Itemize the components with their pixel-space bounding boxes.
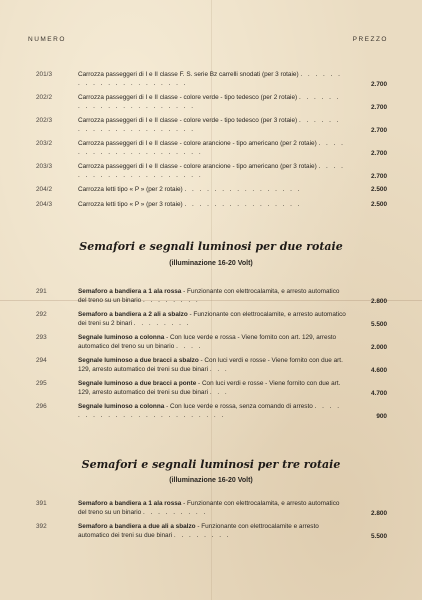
leader-dots: . . . .	[176, 343, 203, 350]
leader-dots: . . .	[209, 389, 229, 396]
item-text: Carrozza passeggeri di I e II classe - colore verde - tipo tedesco (per 3 rotaie)	[78, 117, 298, 124]
item-name: Semaforo a bandiera a 1 ala rossa	[78, 288, 182, 295]
leader-dots: . . . . . . . . . . . . . . . . . . . . . . . .	[78, 403, 341, 419]
item-number: 392	[36, 523, 47, 530]
leader-dots: . . . . . . . . .	[143, 509, 208, 516]
item-text: Carrozza letti tipo « P » (per 3 rotaie)	[78, 201, 183, 208]
item-text: Carrozza passeggeri di I e II classe - colore arancione - tipo americano (per 3 rotaie)	[78, 163, 317, 170]
item-name: Segnale luminoso a due bracci a sbalzo	[78, 357, 199, 364]
item-number: 204/3	[36, 201, 52, 208]
item-number: 292	[36, 311, 47, 318]
item-description	[78, 522, 348, 540]
item-text: Carrozza passeggeri di I e II classe - colore verde - tipo tedesco (per 2 rotaie)	[78, 94, 298, 101]
item-number: 391	[36, 500, 47, 507]
item-description	[78, 93, 348, 111]
leader-dots: . . . . . . . .	[133, 320, 191, 327]
item-price: 2.800	[371, 510, 387, 517]
item-price: 2.700	[371, 81, 387, 88]
item-description	[78, 116, 348, 134]
item-number: 203/2	[36, 140, 52, 147]
column-header-price: PREZZO	[352, 36, 388, 43]
item-text: - Funzionante con elettrocalamita, e arresto automatico del treno su un binario	[78, 288, 340, 304]
item-text: Carrozza letti tipo « P » (per 2 rotaie)	[78, 186, 183, 193]
section-subtitle-two-rails: (illuminazione 16-20 Volt)	[169, 260, 253, 267]
item-price: 900	[376, 413, 387, 420]
item-description	[78, 402, 348, 420]
item-text: Carrozza passeggeri di I e II classe - colore arancione - tipo americano (per 2 rotaie)	[78, 140, 317, 147]
section-subtitle-three-rails: (illuminazione 16-20 Volt)	[169, 477, 253, 484]
leader-dots: . . . . . . . . . . . . . . . . . . . . .	[78, 71, 342, 87]
item-text: - Con luce verde e rossa - Viene fornito con art. 129, arresto automatico del treno su un binario	[78, 334, 337, 350]
item-price: 2.800	[371, 298, 387, 305]
item-price: 2.700	[371, 104, 387, 111]
item-name: Segnale luminoso a colonna	[78, 334, 165, 341]
item-text: - Con luci verdi e rosse - Viene fornito con due art. 129, arresto automatico dei treni su due binari	[78, 357, 343, 373]
item-text: - Funzionante con elettrocalamite e arresto automatico dei treni su due binari	[78, 523, 319, 539]
item-price: 4.700	[371, 390, 387, 397]
item-number: 203/3	[36, 163, 52, 170]
leader-dots: . . . . . . . . . . . . . . . .	[184, 201, 302, 208]
item-number: 204/2	[36, 186, 52, 193]
leader-dots: . . . . . . . . . . . . . . . . . . . . . .	[78, 117, 341, 133]
item-description	[78, 379, 348, 397]
item-name: Segnale luminoso a due bracci a ponte	[78, 380, 197, 387]
leader-dots: . . .	[209, 366, 229, 373]
item-price: 2.700	[371, 150, 387, 157]
item-text: Carrozza passeggeri di I e II classe F. S. serie Bz carrelli snodati (per 3 rotaie)	[78, 71, 299, 78]
item-number: 296	[36, 403, 47, 410]
section-title-three-rails: Semafori e segnali luminosi per tre rotaie	[81, 458, 341, 471]
item-price: 5.500	[371, 321, 387, 328]
leader-dots: . . . . . . . . . . . . . . . . . . . . . .	[78, 94, 341, 110]
item-text: - Con luce verde e rossa, senza comando di arresto	[164, 403, 313, 410]
item-name: Semaforo a bandiera a due ali a sbalzo	[78, 523, 196, 530]
item-text: - Con luci verdi e rosse - Viene fornito con due art. 129, arresto automatico dei treni su due binari	[78, 380, 341, 396]
item-description	[78, 333, 348, 351]
item-number: 293	[36, 334, 47, 341]
leader-dots: . . . . . . . . . . . . . . . . . . . . .	[78, 163, 345, 179]
item-price: 4.600	[371, 367, 387, 374]
item-description	[78, 287, 348, 305]
item-price: 5.500	[371, 533, 387, 540]
item-price: 2.000	[371, 344, 387, 351]
item-description	[78, 310, 348, 328]
item-description	[78, 200, 348, 209]
item-price: 2.500	[371, 201, 387, 208]
item-number: 201/3	[36, 71, 52, 78]
leader-dots: . . . . . . . .	[173, 532, 231, 539]
section-title-two-rails: Semafori e segnali luminosi per due rotaie	[79, 240, 343, 253]
item-description	[78, 499, 348, 517]
item-price: 2.500	[371, 186, 387, 193]
item-description	[78, 356, 348, 374]
item-description	[78, 139, 348, 157]
leader-dots: . . . . . . . . . . . . . . . . . . . . .	[78, 140, 345, 156]
leader-dots: . . . . . . . .	[143, 297, 200, 304]
item-description	[78, 185, 348, 194]
item-name: Semaforo a bandiera a 2 ali a sbalzo	[78, 311, 188, 318]
item-name: Segnale luminoso a colonna	[78, 403, 165, 410]
column-header-number: NUMERO	[28, 36, 66, 43]
leader-dots: . . . . . . . . . . . . . . . .	[184, 186, 302, 193]
item-name: Semaforo a bandiera a 1 ala rossa	[78, 500, 182, 507]
item-number: 294	[36, 357, 47, 364]
item-number: 202/3	[36, 117, 52, 124]
item-description	[78, 162, 348, 180]
item-text: - Funzionante con elettrocalamita, e arresto automatico del treno su un binario	[78, 500, 340, 516]
item-price: 2.700	[371, 173, 387, 180]
item-price: 2.700	[371, 127, 387, 134]
item-text: - Funzionante con elettrocalamite, e arresto automatico dei treni su 2 binari	[78, 311, 346, 327]
item-number: 295	[36, 380, 47, 387]
item-number: 291	[36, 288, 47, 295]
item-description	[78, 70, 348, 88]
item-number: 202/2	[36, 94, 52, 101]
